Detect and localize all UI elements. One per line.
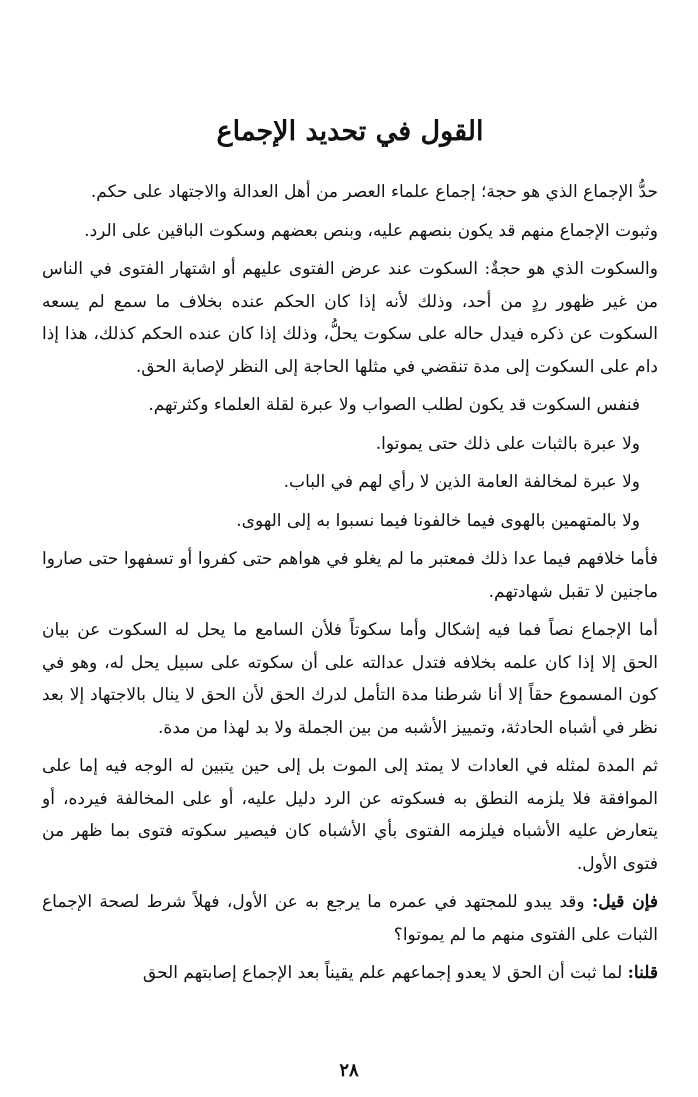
paragraph-accused: ولا بالمتهمين بالهوى فيما خالفونا فيما نسبوا به إلى الهوى. bbox=[236, 510, 640, 531]
paragraph-their-dissent: فأما خلافهم فيما عدا ذلك فمعتبر ما لم يغلو في هواهم حتى كفروا أو تسفهوا حتى صاروا ماجنين لا تقبل شهادتهم. bbox=[42, 549, 658, 602]
paragraph-silence-purpose: فنفس السكوت قد يكون لطلب الصواب ولا عبرة لقلة العلماء وكثرتهم. bbox=[148, 395, 640, 415]
paragraph-definition: حدُّ الإجماع الذي هو حجة؛ إجماع علماء العصر من أهل العدالة والاجتهاد على حكم. bbox=[90, 182, 658, 202]
page-title: القول في تحديد الإجماع bbox=[216, 116, 484, 147]
paragraph-duration: ثم المدة لمثله في العادات لا يمتد إلى الموت بل إلى حين يتبين له الوجه فيه إما على الموافقة فلا يلزمه النطق به فسكوته عن الرد دليل عليه، أو على المخالفة فيرده، أو يتعارض عليه الأشباه فيلزمه الفتوى بأي الأشباه كان فيصير سكوته فتوى بما ظهر من فتوى الأول. bbox=[42, 756, 658, 874]
reply-lead: قلنا: bbox=[627, 963, 658, 983]
paragraph-commoners: ولا عبرة لمخالفة العامة الذين لا رأي لهم في الباب. bbox=[283, 472, 640, 492]
paragraph-explicit-consensus: أما الإجماع نصاً فما فيه إشكال وأما سكوتاً فلأن السامع ما يحل له السكوت عن بيان الحق إلا إذا كان علمه بخلافه فتدل عدالته على أن سكوته على سبيل يحل له، وهو في كون المسموع حقاً إلا أنا شرطنا مدة التأمل لدرك الحق لأن الحق لا ينال بالاجتهاد إلا بعد نظر في أشباه الحادثة، وتمييز الأشبه من بين الجملة ولا بد لهذا من مدة. bbox=[42, 620, 658, 738]
paragraph-objection: فإن قيل: وقد يبدو للمجتهد في عمره ما يرجع به عن الأول، فهلاً شرط لصحة الإجماع الثبات على الفتوى منهم ما لم يموتوا؟ bbox=[42, 892, 658, 945]
objection-lead: فإن قيل: bbox=[591, 892, 658, 912]
paragraph-reply: قلنا: لما ثبت أن الحق لا يعدو إجماعهم علم يقيناً بعد الإجماع إصابتهم الحق bbox=[142, 963, 658, 983]
page-number: ٢٨ bbox=[339, 1060, 359, 1081]
paragraph-steadfastness: ولا عبرة بالثبات على ذلك حتى يموتوا. bbox=[375, 433, 640, 454]
paragraph-silence: والسكوت الذي هو حجةٌ: السكوت عند عرض الفتوى عليهم أو اشتهار الفتوى في الناس من غير ظهور ردٍ من أحد، وذلك لأنه إذا كان الحكم عنده بخلاف ما سمع لم يسعه السكوت عن ذكره فيدل حاله على سكوت يحلُّ، وذلك إذا كان عنده الحكم كذلك، هذا إذا دام على السكوت إلى مدة تنقضي في مثلها الحاجة إلى النظر لإصابة الحق. bbox=[42, 259, 658, 377]
paragraph-proof: وثبوت الإجماع منهم قد يكون بنصهم عليه، وبنص بعضهم وسكوت الباقين على الرد. bbox=[84, 220, 658, 241]
